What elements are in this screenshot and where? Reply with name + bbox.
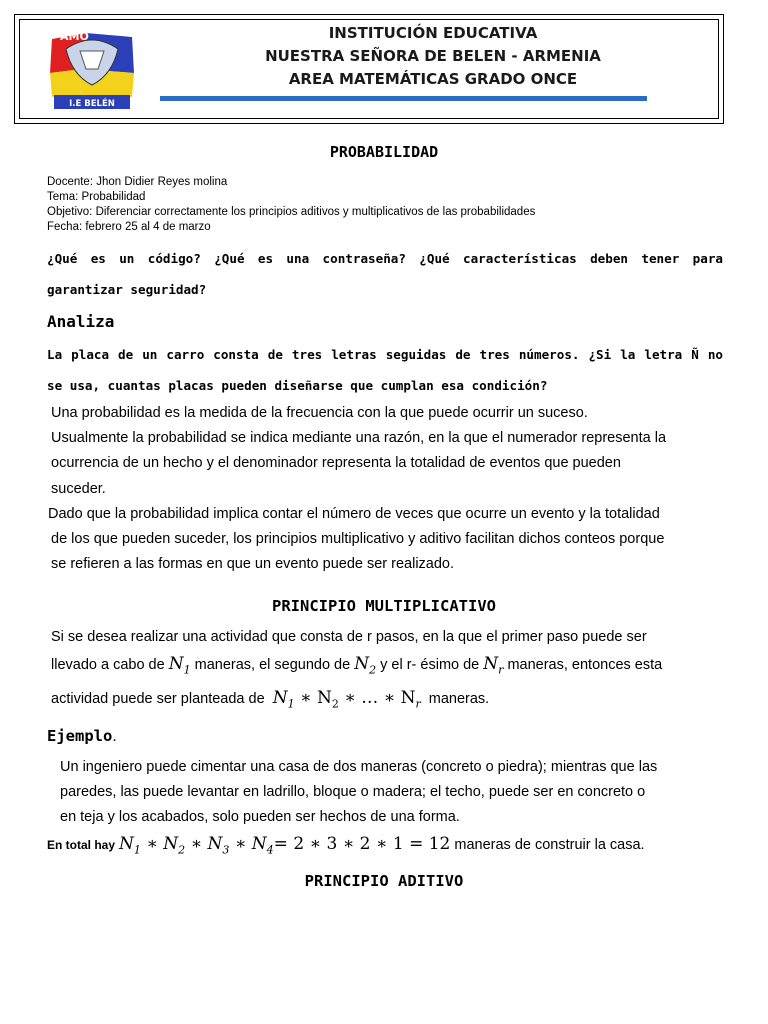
total-prefix: En total hay bbox=[47, 838, 116, 852]
math-n2: $N_2$ bbox=[354, 654, 377, 677]
multiplicativo-line-1: Si se desea realizar una actividad que consta de r pasos, en la que el primer paso puede ser bbox=[51, 629, 647, 645]
intro-line-7: se refieren a las formas en que un evento puede ser realizado. bbox=[51, 556, 455, 573]
total-suffix: maneras de construir la casa. bbox=[454, 837, 645, 853]
header-accent-line bbox=[160, 96, 647, 101]
ejemplo-line-2: paredes, las puede levantar en ladrillo, bloque o madera; el techo, puede ser en concreto o bbox=[60, 784, 646, 801]
question-line-2: garantizar seguridad? bbox=[47, 282, 207, 297]
aditivo-heading: PRINCIPIO ADITIVO bbox=[304, 872, 464, 890]
logo-top-text: AMO bbox=[60, 30, 89, 43]
analiza-line-2: se usa, cuantas placas pueden diseñarse que cumplan esa condición? bbox=[47, 378, 548, 393]
intro-line-6: de los que pueden suceder, los principios multiplicativo y aditivo facilitan dichos conteos porque bbox=[51, 531, 665, 548]
ejemplo-heading: Ejemplo. bbox=[47, 727, 117, 745]
school-logo-icon bbox=[46, 23, 138, 111]
math-nr: $N_r$ bbox=[483, 654, 504, 677]
multiplicativo-line-3 bbox=[51, 688, 489, 710]
intro-line-2: Usualmente la probabilidad se indica mediante una razón, en la que el numerador representa la bbox=[51, 430, 667, 447]
intro-line-3: ocurrencia de un hecho y el denominador representa la totalidad de eventos que pueden bbox=[51, 455, 621, 472]
math-n1: $N_1$ bbox=[168, 654, 191, 677]
multiplicativo-heading: PRINCIPIO MULTIPLICATIVO bbox=[272, 597, 496, 615]
page-title: PROBABILIDAD bbox=[329, 143, 439, 161]
math-total-expression: $N_1$ ∗ $N_2$ ∗ $N_3$ ∗ $N_4= 2$ ∗ 3 ∗ 2 ∗ 1 = 12 bbox=[119, 834, 451, 857]
ejemplo-paragraph bbox=[60, 755, 720, 831]
intro-paragraph bbox=[48, 401, 711, 577]
intro-line-4: suceder. bbox=[51, 480, 106, 497]
question-block bbox=[47, 243, 723, 305]
mult-l2-part-b: maneras, el segundo de bbox=[194, 657, 351, 673]
header-line-1: INSTITUCIÓN EDUCATIVA bbox=[328, 24, 538, 42]
multiplicativo-line-2 bbox=[51, 654, 662, 676]
ejemplo-line-1: Un ingeniero puede cimentar una casa de dos maneras (concreto o piedra); mientras que las bbox=[60, 759, 658, 775]
intro-line-5: Dado que la probabilidad implica contar el número de veces que ocurre un evento y la totalidad bbox=[48, 505, 660, 522]
analiza-line-1: La placa de un carro consta de tres letras seguidas de tres números. ¿Si la letra Ñ no bbox=[47, 347, 723, 362]
math-product: $N_1$ ∗ $N_2$ ∗ … ∗ $N_r$ bbox=[272, 688, 421, 711]
meta-docente: Docente: Jhon Didier Reyes molina bbox=[47, 176, 228, 188]
logo-bottom-text: I.E BELÉN bbox=[69, 99, 115, 109]
meta-objetivo: Objetivo: Diferenciar correctamente los principios aditivos y multiplicativos de las probabilidades bbox=[47, 206, 536, 218]
ejemplo-total-line bbox=[47, 834, 645, 856]
mult-l2-part-a: llevado a cabo de bbox=[51, 657, 165, 673]
header-line-2: NUESTRA SEÑORA DE BELEN - ARMENIA bbox=[265, 47, 601, 65]
mult-l2-part-c: y el r- ésimo de bbox=[380, 657, 480, 673]
intro-line-1: Una probabilidad es la medida de la frecuencia con la que puede ocurrir un suceso. bbox=[51, 405, 588, 421]
mult-l3-part-a: actividad puede ser planteada de bbox=[51, 691, 265, 707]
ejemplo-line-3: en teja y los acabados, solo pueden ser hechos de una forma. bbox=[60, 809, 460, 826]
meta-fecha: Fecha: febrero 25 al 4 de marzo bbox=[47, 221, 211, 233]
question-line-1: ¿Qué es un código? ¿Qué es una contraseña? ¿Qué características deben tener para bbox=[47, 251, 723, 266]
header-text bbox=[150, 22, 716, 91]
header-line-3: AREA MATEMÁTICAS GRADO ONCE bbox=[288, 70, 578, 88]
meta-info bbox=[47, 175, 535, 235]
meta-tema: Tema: Probabilidad bbox=[47, 191, 146, 203]
analiza-block bbox=[47, 339, 723, 401]
mult-l3-part-b: maneras. bbox=[428, 691, 490, 707]
mult-l2-part-d: maneras, entonces esta bbox=[507, 657, 663, 673]
analiza-heading: Analiza bbox=[47, 312, 115, 331]
